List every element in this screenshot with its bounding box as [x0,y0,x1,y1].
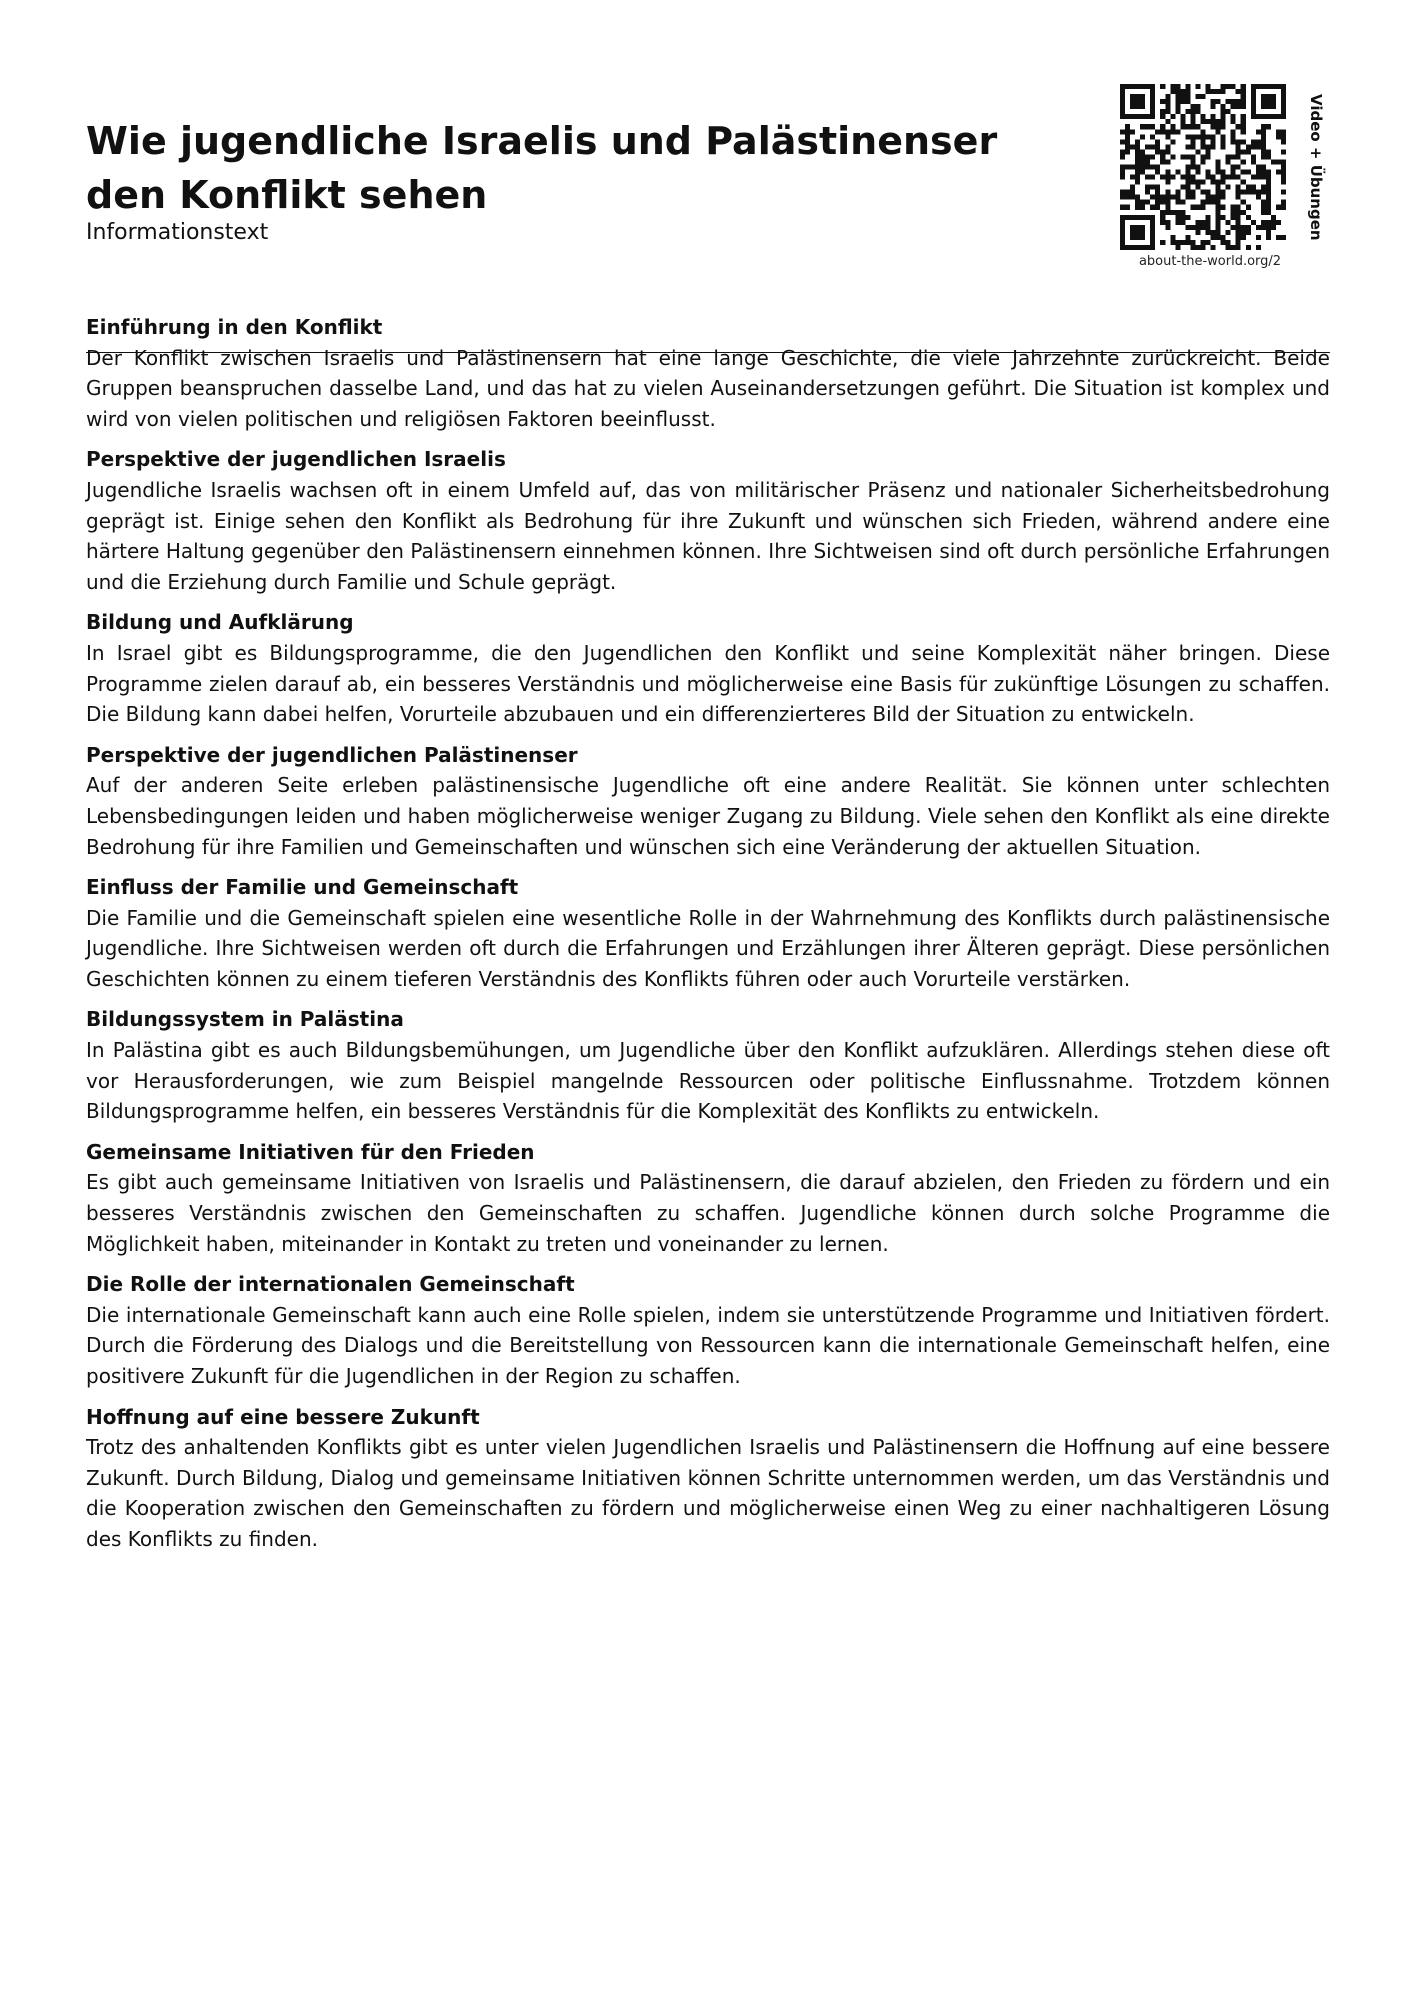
section-education-palestine [86,1004,1330,1126]
section-international-community [86,1269,1330,1391]
page-title: Wie jugendliche Israelis und Palästinenser den Konflikt sehen [86,119,998,217]
page-header [86,80,1330,275]
section-paragraph: Auf der anderen Seite erleben palästinensische Jugendliche oft eine andere Realität. Sie können unter schlechten Lebensbedingungen leiden und haben möglicherweise weniger Zugang zu Bildung. Viele sehen den Konflikt als eine direkte Bedrohung für ihre Familien und Gemeinschaften und wünschen sich eine Veränderung der aktuellen Situation. [86,773,1330,859]
section-introduction [86,312,1330,434]
qr-side-label: Video + Übungen [1307,93,1325,241]
section-paragraph: In Palästina gibt es auch Bildungsbemühungen, um Jugendliche über den Konflikt aufzuklären. Allerdings stehen diese oft vor Herausforderungen, wie zum Beispiel mangelnde Ressourcen oder politische Einflussnahme. Trotzdem können Bildungsprogramme helfen, ein besseres Verständnis für die Komplexität des Konflikts zu entwickeln. [86,1038,1330,1124]
section-heading: Gemeinsame Initiativen für den Frieden [86,1139,535,1164]
section-paragraph: In Israel gibt es Bildungsprogramme, die den Jugendlichen den Konflikt und seine Komplexität näher bringen. Diese Programme zielen darauf ab, ein besseres Verständnis und möglicherweise eine Basis für zukünftige Lösungen zu schaffen. Die Bildung kann dabei helfen, Vorurteile abzubauen und ein differenzierteres Bild der Situation zu entwickeln. [86,640,1330,727]
section-paragraph: Es gibt auch gemeinsame Initiativen von Israelis und Palästinensern, die darauf abzielen, den Frieden zu fördern und ein besseres Verständnis zwischen den Gemeinschaften zu schaffen. Jugendliche können durch solche Programme die Möglichkeit haben, miteinander in Kontakt zu treten und voneinander zu lernen. [86,1170,1330,1256]
section-paragraph: Die internationale Gemeinschaft kann auch eine Rolle spielen, indem sie unterstützende Programme und Initiativen fördert. Durch die Förderung des Dialogs und die Bereitstellung von Ressourcen kann die internationale Gemeinschaft helfen, eine positivere Zukunft für die Jugendlichen in der Region zu schaffen. [86,1302,1330,1388]
section-heading: Bildung und Aufklärung [86,610,354,635]
qr-block[interactable] [1120,84,1330,274]
section-heading: Bildungssystem in Palästina [86,1007,404,1032]
section-education [86,607,1330,729]
section-heading: Einführung in den Konflikt [86,315,383,339]
section-heading: Perspektive der jugendlichen Palästinenser [86,742,578,767]
page-subtitle: Informationstext [86,220,269,245]
section-family-community [86,872,1330,994]
section-paragraph: Trotz des anhaltenden Konflikts gibt es unter vielen Jugendlichen Israelis und Palästinensern die Hoffnung auf eine bessere Zukunft. Durch Bildung, Dialog und gemeinsame Initiativen können Schritte unternommen werden, um das Verständnis und die Kooperation zwischen den Gemeinschaften zu fördern und möglicherweise einen Weg zu einer nachhaltigeren Lösung des Konflikts zu finden. [86,1435,1330,1551]
section-heading: Hoffnung auf eine bessere Zukunft [86,1404,480,1429]
section-palestinian-youth-perspective [86,740,1330,862]
qr-url-label: about-the-world.org/2 [1138,254,1282,269]
qr-code-icon[interactable] [1120,84,1286,250]
section-hope [86,1402,1330,1555]
section-paragraph: Jugendliche Israelis wachsen oft in einem Umfeld auf, das von militärischer Präsenz und nationaler Sicherheitsbedrohung geprägt ist. Einige sehen den Konflikt als Bedrohung für ihre Zukunft und wünschen sich Frieden, während andere eine härtere Haltung gegenüber den Palästinensern einnehmen können. Ihre Sichtweisen sind oft durch persönliche Erfahrungen und die Erziehung durch Familie und Schule geprägt. [86,477,1330,594]
article-content [86,312,1330,1565]
section-heading: Einfluss der Familie und Gemeinschaft [86,875,519,900]
worksheet-page [86,0,1330,2000]
section-paragraph: Die Familie und die Gemeinschaft spielen eine wesentliche Rolle in der Wahrnehmung des Konflikts durch palästinensische Jugendliche. Ihre Sichtweisen werden oft durch die Erfahrungen und Erzählungen ihrer Älteren geprägt. Diese persönlichen Geschichten können zu einem tieferen Verständnis des Konflikts führen oder auch Vorurteile verstärken. [86,905,1330,991]
section-heading: Perspektive der jugendlichen Israelis [86,447,506,472]
section-israeli-youth-perspective [86,444,1330,597]
section-paragraph: Der Konflikt zwischen Israelis und Palästinensern hat eine lange Geschichte, die viele Jahrzehnte zurückreicht. Beide Gruppen beanspruchen dasselbe Land, und das hat zu vielen Auseinandersetzungen geführt. Die Situation ist komplex und wird von vielen politischen und religiösen Faktoren beeinflusst. [86,345,1330,431]
section-heading: Die Rolle der internationalen Gemeinschaft [86,1272,575,1297]
section-joint-initiatives [86,1137,1330,1259]
